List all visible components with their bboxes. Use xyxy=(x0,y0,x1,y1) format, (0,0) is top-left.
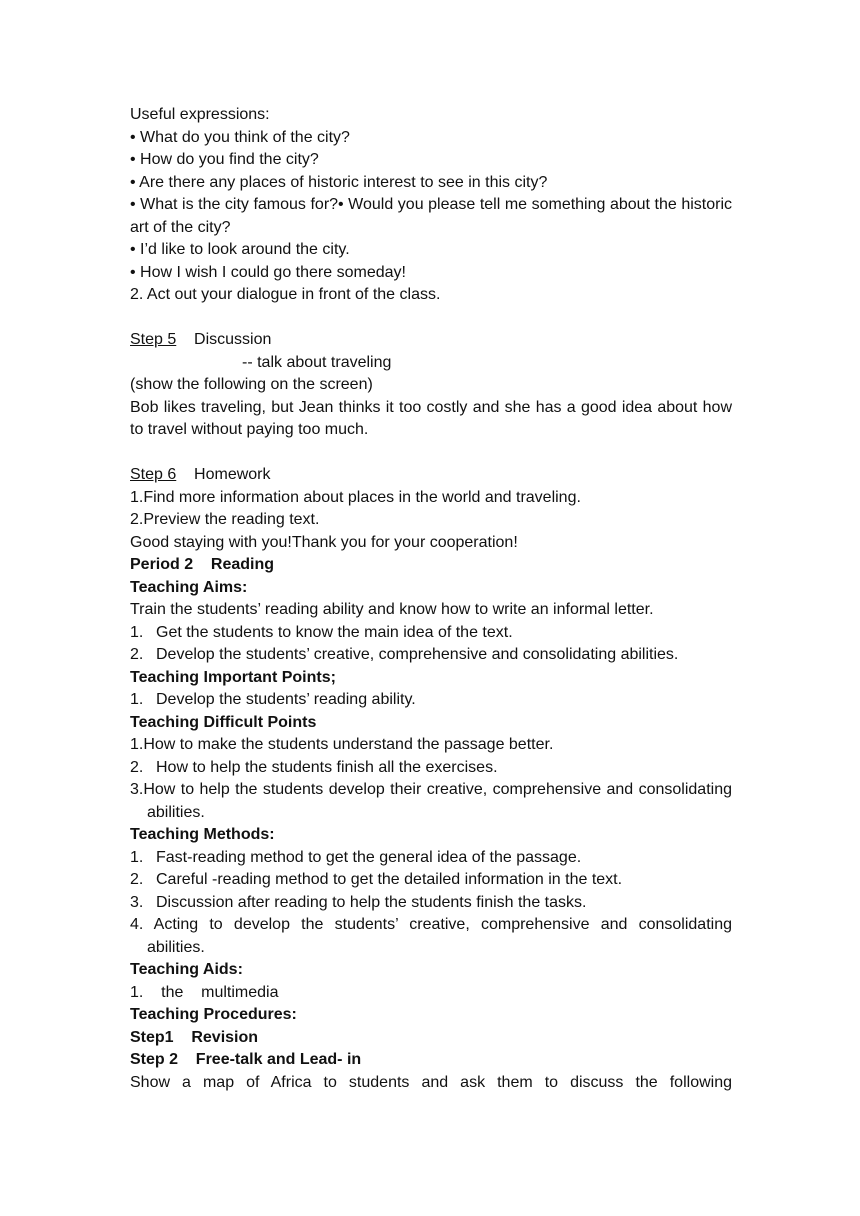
step5-subtitle: -- talk about traveling xyxy=(242,353,392,371)
useful-expression-6: • How I wish I could go there someday! xyxy=(130,263,406,281)
difficult-item-3: 3.How to help the students develop their creative, comprehensive and consolidating abilities. xyxy=(130,781,732,821)
step5-label: Step 5 xyxy=(130,331,177,348)
step5-text: Bob likes traveling, but Jean thinks it too costly and she has a good idea about how to travel without paying too much. xyxy=(130,398,732,438)
teaching-procedures-heading: Teaching Procedures: xyxy=(130,1006,297,1023)
methods-item-text: Fast-reading method to get the general idea of the passage. xyxy=(156,848,582,866)
step6-title: Homework xyxy=(194,466,271,483)
difficult-item-number: 2. xyxy=(130,758,144,776)
procedure-step2-text: Show a map of Africa to students and ask them to discuss the following xyxy=(130,1073,732,1091)
act-out-instruction: 2. Act out your dialogue in front of the class. xyxy=(130,286,441,303)
useful-expression-5: • I’d like to look around the city. xyxy=(130,241,350,258)
step5-heading xyxy=(130,329,732,352)
step5-note: (show the following on the screen) xyxy=(130,376,373,393)
step5-title: Discussion xyxy=(194,331,272,348)
methods-item-3 xyxy=(130,892,732,915)
useful-expression-2: • How do you find the city? xyxy=(130,151,319,168)
homework-item-1: 1.Find more information about places in the world and traveling. xyxy=(130,488,581,506)
document-page xyxy=(130,104,732,1094)
aims-item-2 xyxy=(130,644,732,667)
period2-title: Period 2 Reading xyxy=(130,556,275,573)
closing-line: Good staying with you!Thank you for your cooperation! xyxy=(130,533,518,551)
teaching-aids-item: 1. the multimedia xyxy=(130,983,279,1001)
aims-item-number: 2. xyxy=(130,646,144,663)
aims-item-number: 1. xyxy=(130,623,144,641)
important-item-text: Develop the students’ reading ability. xyxy=(156,691,416,708)
important-points-heading: Teaching Important Points; xyxy=(130,668,336,686)
step6-label: Step 6 xyxy=(130,466,177,483)
methods-item-text: Discussion after reading to help the students finish the tasks. xyxy=(156,893,587,911)
step6-heading xyxy=(130,464,732,487)
teaching-methods-heading: Teaching Methods: xyxy=(130,826,275,843)
useful-expression-4: • What is the city famous for?• Would you please tell me something about the historic art of the city? xyxy=(130,196,732,236)
methods-item-1 xyxy=(130,847,732,870)
homework-item-2: 2.Preview the reading text. xyxy=(130,511,320,528)
important-item-1 xyxy=(130,689,732,712)
methods-item-text: Careful -reading method to get the detailed information in the text. xyxy=(156,871,623,888)
aims-item-1 xyxy=(130,622,732,645)
methods-item-4: 4. Acting to develop the students’ creative, comprehensive and consolidating abilities. xyxy=(130,916,732,956)
difficult-item-1: 1.How to make the students understand the passage better. xyxy=(130,736,554,753)
important-item-number: 1. xyxy=(130,691,144,708)
teaching-aims-text: Train the students’ reading ability and know how to write an informal letter. xyxy=(130,601,654,618)
useful-expression-3: • Are there any places of historic interest to see in this city? xyxy=(130,173,548,191)
methods-item-number: 1. xyxy=(130,848,144,866)
spacer xyxy=(130,307,732,330)
useful-expression-1: • What do you think of the city? xyxy=(130,128,350,146)
procedure-step1: Step1 Revision xyxy=(130,1028,259,1046)
teaching-aims-heading: Teaching Aims: xyxy=(130,578,248,596)
spacer xyxy=(130,442,732,465)
methods-item-number: 2. xyxy=(130,871,144,888)
difficult-item-2 xyxy=(130,757,732,780)
useful-expressions-heading: Useful expressions: xyxy=(130,106,270,123)
methods-item-2 xyxy=(130,869,732,892)
procedure-step2: Step 2 Free-talk and Lead- in xyxy=(130,1051,362,1068)
difficult-points-heading: Teaching Difficult Points xyxy=(130,713,317,731)
teaching-aids-heading: Teaching Aids: xyxy=(130,961,243,978)
aims-item-text: Get the students to know the main idea of the text. xyxy=(156,623,513,641)
methods-item-number: 3. xyxy=(130,893,144,911)
difficult-item-text: How to help the students finish all the exercises. xyxy=(156,758,498,776)
aims-item-text: Develop the students’ creative, comprehensive and consolidating abilities. xyxy=(156,646,679,663)
